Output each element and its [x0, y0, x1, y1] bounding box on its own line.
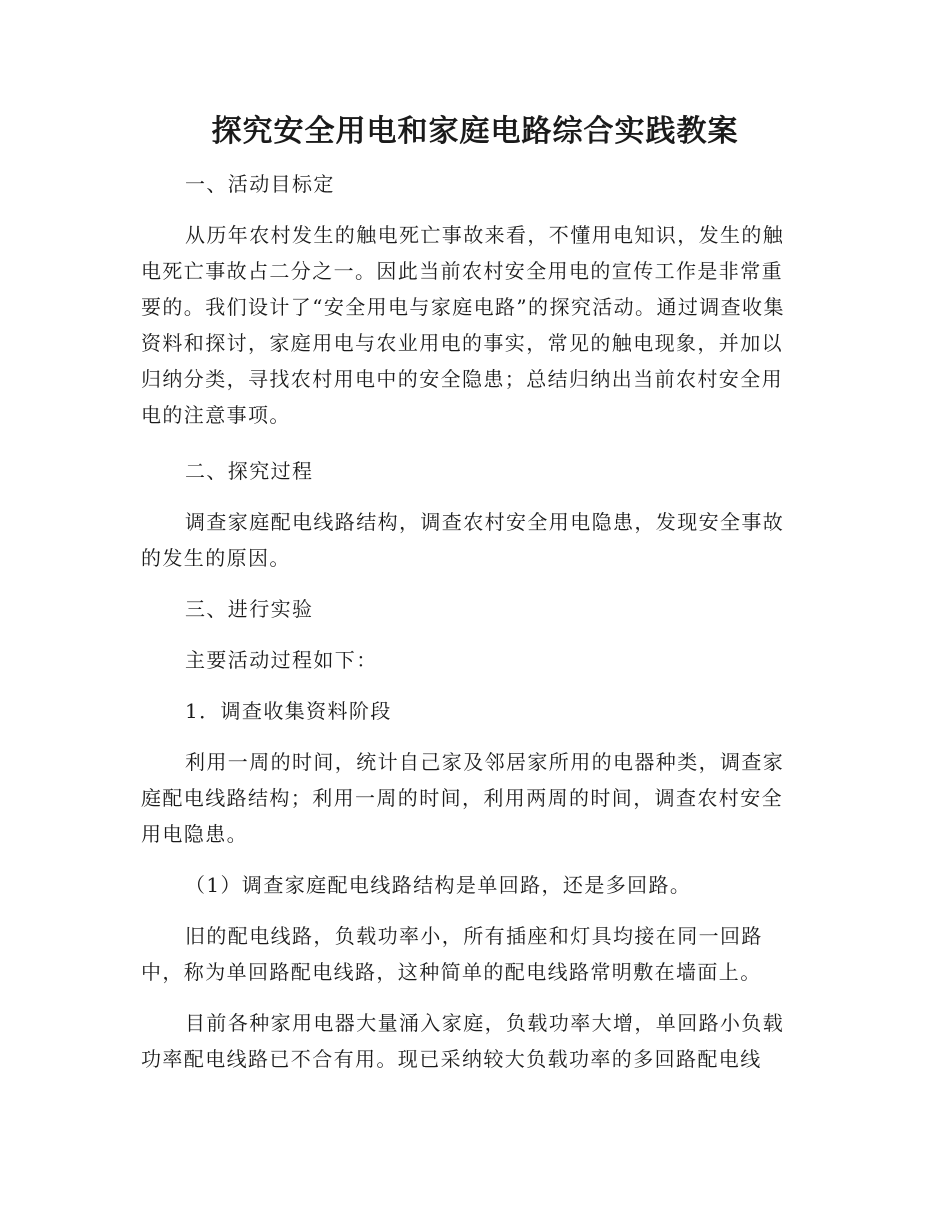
section-heading-experiment: 三、进行实验	[185, 597, 314, 621]
document-body	[141, 166, 801, 1077]
paragraph-stage-1: 利用一周的时间，统计自己家及邻居家所用的电器种类，调查家庭配电线路结构；利用一周的时间，利用两周的时间，调查农村安全用电隐患。	[141, 750, 785, 846]
document-title: 探究安全用电和家庭电路综合实践教案	[211, 114, 739, 149]
paragraph-multi-circuit: 目前各种家用电器大量涌入家庭，负载功率大增，单回路小负载功率配电线路已不合有用。现已采纳较大负载功率的多回路配电线	[141, 1011, 785, 1071]
section-heading-goals: 一、活动目标定	[185, 172, 335, 196]
section-heading-process: 二、探究过程	[185, 459, 314, 483]
paragraph-single-circuit: 旧的配电线路，负载功率小，所有插座和灯具均接在同一回路中，称为单回路配电线路，这种简单的配电线路常明敷在墙面上。	[141, 924, 763, 984]
subheading-item-1: （1）调查家庭配电线路结构是单回路，还是多回路。	[185, 873, 692, 897]
paragraph-goals: 从历年农村发生的触电死亡事故来看，不懂用电知识，发生的触电死亡事故占二分之一。因此当前农村安全用电的宣传工作是非常重要的。我们设计了“安全用电与家庭电路”的探究活动。通过调查收集资料和探讨，家庭用电与农业用电的事实，常见的触电现象，并加以归纳分类，寻找农村用电中的安全隐患；总结归纳出当前农村安全用电的注意事项。	[141, 223, 785, 427]
paragraph-process: 调查家庭配电线路结构，调查农村安全用电隐患，发现安全事故的发生的原因。	[141, 510, 785, 570]
subheading-main-activities: 主要活动过程如下：	[185, 648, 378, 672]
subheading-stage-1: 1．调查收集资料阶段	[185, 699, 392, 723]
